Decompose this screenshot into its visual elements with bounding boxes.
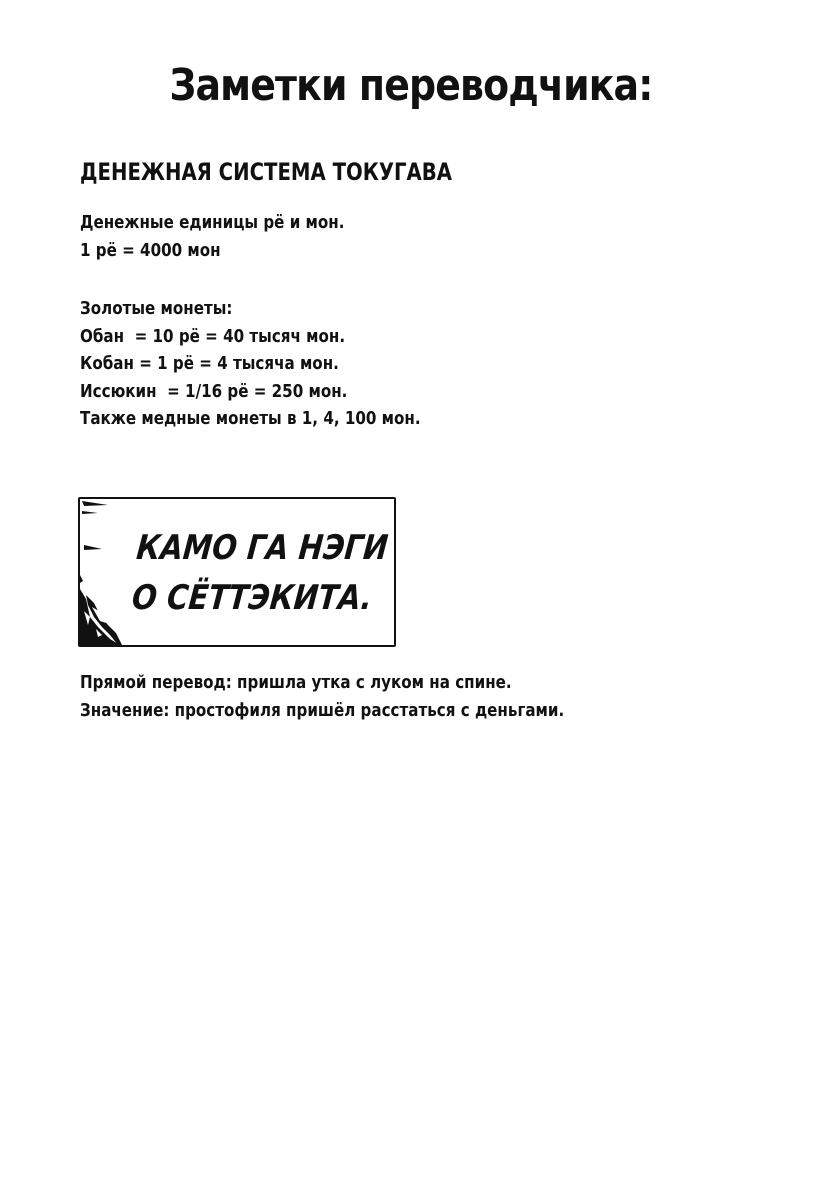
- coin-line-koban: Кобан = 1 рё = 4 тысяча мон.: [80, 353, 339, 374]
- literal-translation-line: Прямой перевод: пришла утка с луком на спине.: [80, 672, 512, 693]
- panel-caption-line-1: КАМО ГА НЭГИ: [134, 528, 390, 568]
- coin-line-copper: Также медные монеты в 1, 4, 100 мон.: [80, 408, 421, 429]
- gold-coins-heading: Золотые монеты:: [80, 298, 233, 319]
- manga-panel: [78, 497, 396, 647]
- currency-units-line: Денежные единицы рё и мон.: [80, 212, 345, 233]
- currency-units-block: [80, 209, 344, 264]
- meaning-line: Значение: простофиля пришёл расстаться с деньгами.: [80, 699, 565, 721]
- section-heading: ДЕНЕЖНАЯ СИСТЕМА ТОКУГАВА: [80, 158, 452, 186]
- coins-block: [80, 295, 421, 433]
- ryo-mon-ratio-line: 1 рё = 4000 мон: [80, 239, 221, 261]
- coin-line-isshukin: Иссюкин = 1/16 рё = 250 мон.: [80, 380, 348, 402]
- idiom-explanation-block: [80, 669, 564, 724]
- panel-caption: [130, 523, 390, 623]
- panel-caption-line-2: О СЁТТЭКИТА.: [130, 578, 374, 618]
- coin-line-oban: Обан = 10 рё = 40 тысяч мон.: [80, 325, 346, 347]
- page-title: Заметки переводчика:: [169, 60, 653, 111]
- ink-brush-art: [80, 499, 140, 645]
